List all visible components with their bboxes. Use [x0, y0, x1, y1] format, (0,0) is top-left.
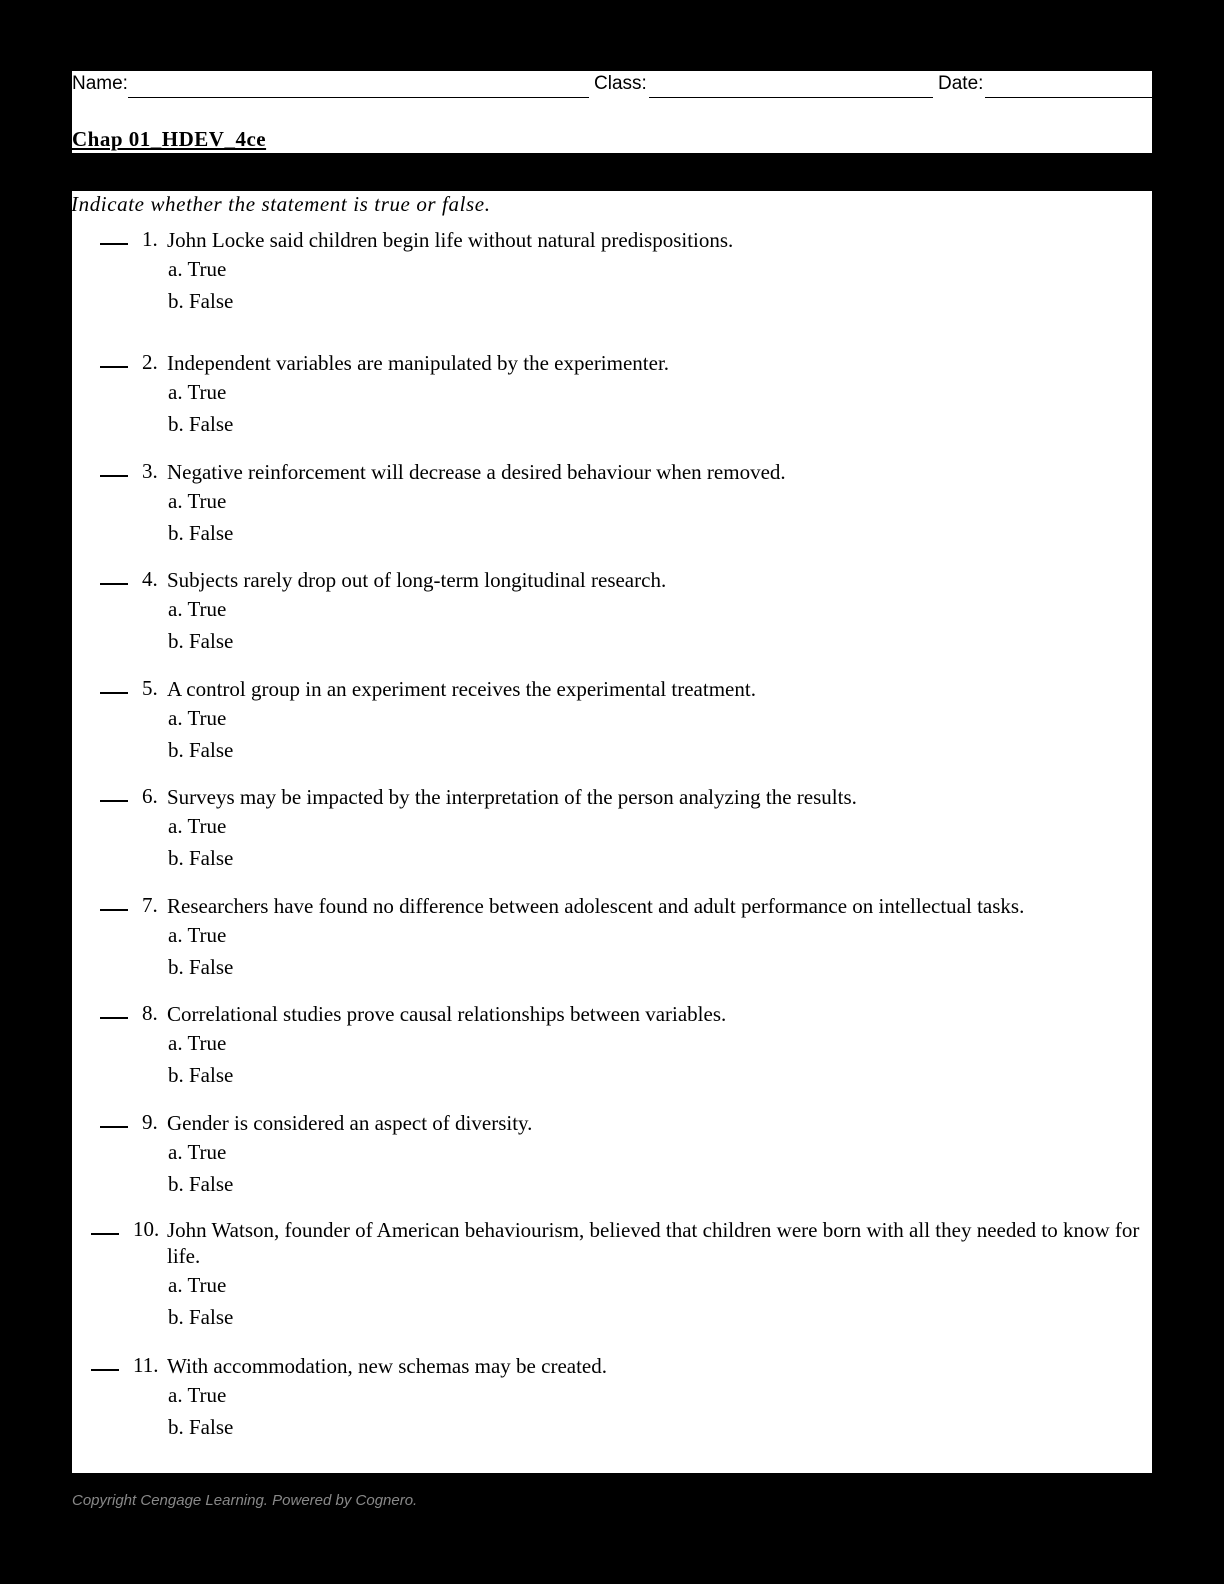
question-text: Subjects rarely drop out of long-term longitudinal research. [167, 568, 667, 592]
choice-false[interactable]: b. False [168, 1415, 234, 1439]
choice-false[interactable]: b. False [168, 738, 234, 762]
question-number: 4. [142, 567, 158, 591]
question-number: 6. [142, 784, 158, 808]
answer-blank[interactable] [91, 1217, 119, 1235]
choice-true[interactable]: a. True [168, 1140, 227, 1164]
choice-true[interactable]: a. True [168, 1273, 227, 1297]
date-label: Date: [938, 73, 984, 94]
choice-false[interactable]: b. False [168, 412, 234, 436]
choice-false[interactable]: b. False [168, 1305, 234, 1329]
question-number: 10. [133, 1217, 160, 1241]
copyright-footer: Copyright Cengage Learning. Powered by Cognero. [72, 1492, 418, 1509]
class-label: Class: [594, 73, 647, 94]
choice-true[interactable]: a. True [168, 380, 227, 404]
question-text: Negative reinforcement will decrease a desired behaviour when removed. [167, 460, 786, 484]
name-label: Name: [72, 73, 128, 94]
question-number: 3. [142, 459, 158, 483]
question-number: 7. [142, 893, 158, 917]
question-text: A control group in an experiment receives the experimental treatment. [167, 677, 756, 701]
choice-true[interactable]: a. True [168, 814, 227, 838]
answer-blank[interactable] [100, 567, 128, 585]
question-number: 1. [142, 227, 158, 251]
choice-false[interactable]: b. False [168, 521, 234, 545]
choice-false[interactable]: b. False [168, 1172, 234, 1196]
questions-panel [72, 191, 1152, 1473]
answer-blank[interactable] [100, 893, 128, 911]
question-text: Correlational studies prove causal relationships between variables. [167, 1002, 727, 1026]
choice-true[interactable]: a. True [168, 706, 227, 730]
choice-false[interactable]: b. False [168, 1063, 234, 1087]
answer-blank[interactable] [100, 1110, 128, 1128]
chapter-title: Chap 01_HDEV_4ce [72, 127, 267, 151]
choice-false[interactable]: b. False [168, 955, 234, 979]
answer-blank[interactable] [91, 1353, 119, 1371]
choice-false[interactable]: b. False [168, 846, 234, 870]
date-blank-line[interactable] [985, 97, 1152, 98]
question-text: Gender is considered an aspect of diversity. [167, 1111, 533, 1135]
answer-blank[interactable] [100, 459, 128, 477]
instruction-text: Indicate whether the statement is true or false. [71, 192, 491, 216]
question-number: 5. [142, 676, 158, 700]
class-blank-line[interactable] [649, 97, 933, 98]
question-text: Researchers have found no difference between adolescent and adult performance on intellectual tasks. [167, 894, 1025, 918]
question-text: John Locke said children begin life without natural predispositions. [167, 228, 734, 252]
question-number: 11. [133, 1353, 159, 1377]
choice-false[interactable]: b. False [168, 629, 234, 653]
answer-blank[interactable] [100, 1001, 128, 1019]
question-number: 2. [142, 350, 158, 374]
header-box [72, 71, 1152, 153]
answer-blank[interactable] [100, 227, 128, 245]
choice-true[interactable]: a. True [168, 1031, 227, 1055]
student-info-row [72, 73, 1152, 99]
answer-blank[interactable] [100, 784, 128, 802]
choice-true[interactable]: a. True [168, 923, 227, 947]
question-text: Surveys may be impacted by the interpretation of the person analyzing the results. [167, 785, 857, 809]
question-text: John Watson, founder of American behaviourism, believed that children were born with all they needed to know for life. [167, 1218, 1140, 1268]
question-text: With accommodation, new schemas may be created. [167, 1354, 607, 1378]
choice-true[interactable]: a. True [168, 1383, 227, 1407]
choice-true[interactable]: a. True [168, 597, 227, 621]
choice-true[interactable]: a. True [168, 257, 227, 281]
choice-false[interactable]: b. False [168, 289, 234, 313]
name-blank-line[interactable] [128, 97, 589, 98]
answer-blank[interactable] [100, 676, 128, 694]
question-text: Independent variables are manipulated by the experimenter. [167, 351, 670, 375]
question-number: 9. [142, 1110, 158, 1134]
choice-true[interactable]: a. True [168, 489, 227, 513]
answer-blank[interactable] [100, 350, 128, 368]
question-number: 8. [142, 1001, 158, 1025]
